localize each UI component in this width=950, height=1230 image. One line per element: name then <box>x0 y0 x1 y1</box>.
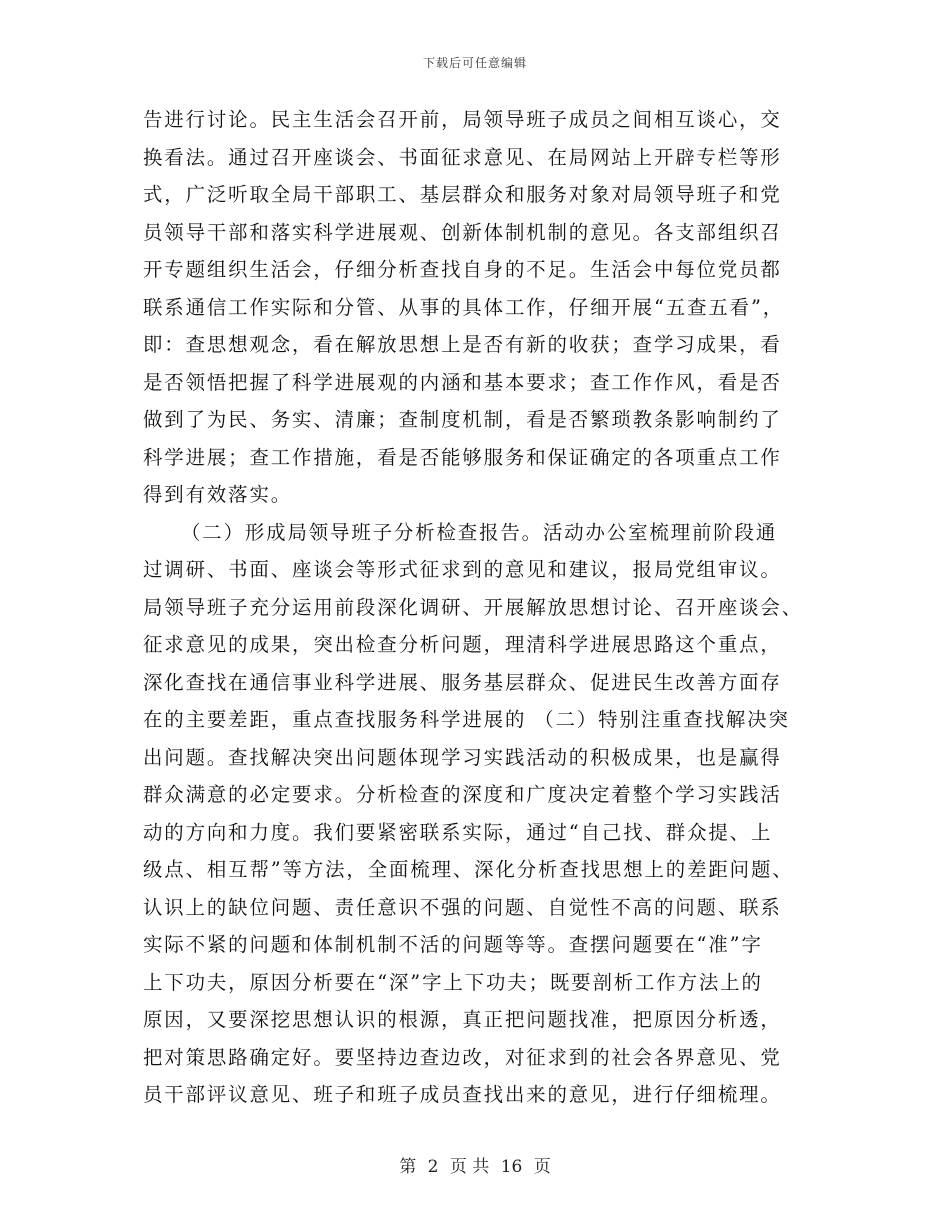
text-line: 实际不紧的问题和体制机制不活的问题等等。查摆问题要在“准”字 <box>143 933 763 956</box>
text-line: 上下功夫，原因分析要在“深”字上下功夫；既要剖析工作方法上的 <box>143 970 763 994</box>
text-line: 式，广泛听取全局干部职工、基层群众和服务对象对局领导班子和党 <box>143 183 782 206</box>
text-line: 是否领悟把握了科学进展观的内涵和基本要求；查工作作风，看是否 <box>143 370 782 394</box>
text-line: 做到了为民、务实、清廉；查制度机制，看是否繁琐教条影响制约了 <box>143 408 782 431</box>
page-header: 下载后可任意编辑 <box>422 56 527 70</box>
page-number: 2 <box>427 1157 439 1177</box>
text-line: 得到有效落实。 <box>143 483 293 506</box>
text-line: 动的方向和力度。我们要紧密联系实际，通过“自己找、群众提、上 <box>143 820 773 844</box>
page-prefix: 第 <box>399 1157 417 1177</box>
page-middle: 页 共 <box>449 1157 490 1177</box>
text-line: 局领导班子充分运用前段深化调研、开展解放思想讨论、召开座谈会、 <box>143 595 804 619</box>
text-line: 征求意见的成果，突出检查分析问题，理清科学进展思路这个重点， <box>143 633 782 656</box>
text-line: 认识上的缺位问题、责任意识不强的问题、自觉性不高的问题、联系 <box>143 895 782 919</box>
text-line: 员干部评议意见、班子和班子成员查找出来的意见，进行仔细梳理。 <box>143 1083 782 1106</box>
text-line: 原因，又要深挖思想认识的根源，真正把问题找准，把原因分析透， <box>143 1008 782 1031</box>
page-footer <box>0 1152 950 1177</box>
text-line: 联系通信工作实际和分管、从事的具体工作，仔细开展“五查五看”， <box>143 295 785 319</box>
text-line: 群众满意的必定要求。分析检查的深度和广度决定着整个学习实践活 <box>143 783 782 806</box>
text-line: 员领导干部和落实科学进展观、创新体制机制的意见。各支部组织召 <box>143 220 782 244</box>
text-line: 开专题组织生活会，仔细分析查找自身的不足。生活会中每位党员都 <box>143 258 782 281</box>
paragraph-start-line: （二）形成局领导班子分析检查报告。活动办公室梳理前阶段通 <box>181 520 778 544</box>
text-line: 科学进展；查工作措施，看是否能够服务和保证确定的各项重点工作 <box>143 445 782 469</box>
body-text <box>143 101 807 1114</box>
text-line: 在的主要差距，重点查找服务科学进展的 （二）特别注重查找解决突 <box>143 708 790 731</box>
text-line: 换看法。通过召开座谈会、书面征求意见、在局网站上开辟专栏等形 <box>143 145 782 169</box>
text-line: 深化查找在通信事业科学进展、服务基层群众、促进民生改善方面存 <box>143 670 782 694</box>
text-line: 过调研、书面、座谈会等形式征求到的意见和建议，报局党组审议。 <box>143 558 782 581</box>
text-line: 把对策思路确定好。要坚持边查边改，对征求到的社会各界意见、党 <box>143 1045 782 1069</box>
page-total: 16 <box>500 1157 523 1177</box>
text-line: 告进行讨论。民主生活会召开前，局领导班子成员之间相互谈心，交 <box>143 108 782 131</box>
page-suffix: 页 <box>533 1157 551 1177</box>
text-line: 即：查思想观念，看在解放思想上是否有新的收获；查学习成果，看 <box>143 333 782 356</box>
text-line: 级点、相互帮”等方法，全面梳理、深化分析查找思想上的差距问题、 <box>143 858 794 881</box>
text-line: 出问题。查找解决突出问题体现学习实践活动的积极成果，也是赢得 <box>143 745 782 769</box>
